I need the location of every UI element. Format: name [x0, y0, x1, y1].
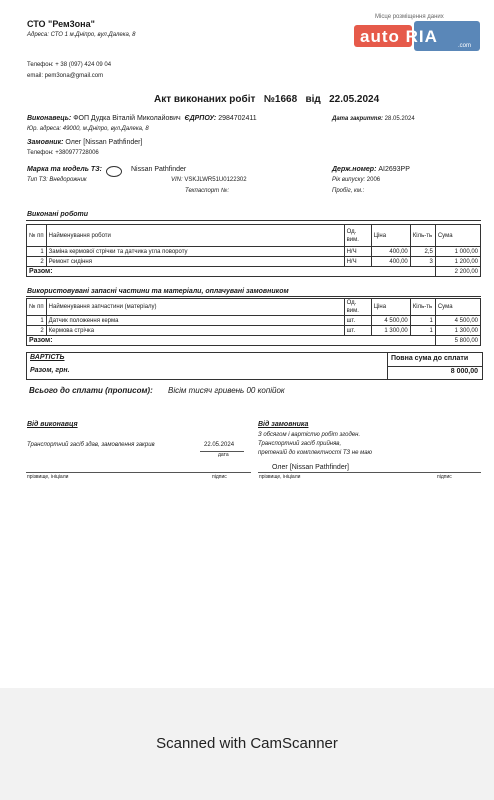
watermark-caption: Місце розміщення даних: [375, 14, 444, 20]
table-row: 2 Ремонт сидіння Н/Ч 400,00 3 1 200,00: [27, 257, 481, 267]
scanner-caption: Scanned with CamScanner: [156, 735, 338, 752]
table-row: 1 Заміна кермової стрічки та датчика угла повороту Н/Ч 400,00 2,5 1 000,00: [27, 247, 481, 257]
amount-in-words: Вісім тисяч гривень 00 копійок: [168, 386, 285, 395]
act-title: Акт виконаних робіт №1668 від 22.05.2024: [154, 94, 380, 105]
parts-header-n: № пп: [27, 299, 47, 316]
customer-line: Замовник: Олег [Nissan Pathfinder]: [27, 139, 143, 146]
works-header-sum: Сума: [435, 225, 480, 247]
customer-agreement-1: З обсягом і вартістю робіт згоден.: [258, 432, 361, 438]
parts-header-sum: Сума: [435, 299, 480, 316]
due-value: 8 000,00: [450, 368, 478, 375]
closed-date: Дата закриття: 28.05.2024: [332, 116, 415, 122]
parts-title: Використовувані запасні частини та матеріали, оплачувані замовником: [27, 288, 289, 295]
summary-box: [26, 352, 483, 380]
due-label: Повна сума до сплати: [391, 355, 469, 362]
works-header-n: № пп: [27, 225, 47, 247]
nissan-logo-icon: [106, 166, 122, 177]
parts-table: [26, 298, 481, 346]
parts-header-name: Найменування запчастини (матеріалу): [46, 299, 344, 316]
watermark-domain: .com: [458, 43, 472, 49]
vehicle-passport: Техпаспорт №:: [185, 188, 229, 194]
table-row: 2 Кермова стрічка шт. 1 300,00 1 1 300,00: [27, 326, 481, 336]
executor-line: Виконавець: ФОП Дудка Віталій Миколайович ЄДРПОУ: 2984702411: [27, 115, 257, 122]
customer-agreement-2: Транспортний засіб прийняв,: [258, 441, 342, 447]
autoria-logo: [354, 21, 480, 53]
vehicle-plate: Держ.номер: AI2693PP: [332, 166, 410, 173]
parts-header-price: Ціна: [371, 299, 410, 316]
customer-name-caption: прізвище, ініціали: [259, 474, 301, 480]
amount-in-words-label: Всього до сплати (прописом):: [29, 386, 153, 395]
customer-signature-name: Олег [Nissan Pathfinder]: [272, 464, 349, 471]
works-header-qty: Кіль-ть: [410, 225, 435, 247]
vehicle-make-value: Nissan Pathfinder: [131, 166, 187, 173]
executor-name-caption: прізвище, ініціали: [27, 474, 69, 480]
customer-sign-caption: підпис: [437, 474, 452, 480]
works-table: [26, 224, 481, 277]
vehicle-year: Рік випуску: 2006: [332, 177, 381, 183]
executor-sign-caption: підпис: [212, 474, 227, 480]
vehicle-mileage: Пробіг, км.:: [332, 188, 365, 194]
company-address: Адреса: СТО 1 м.Дніпро, вул.Далека, 8: [27, 32, 136, 38]
from-executor: Від виконавця: [27, 421, 78, 428]
works-header-unit: Од. вим.: [344, 225, 371, 247]
parts-header-unit: Од. вим.: [344, 299, 371, 316]
company-email: email: pem3ona@gmail.com: [27, 73, 104, 79]
cost-label: ВАРТІСТЬ: [30, 354, 65, 361]
works-total-row: Разом: 2 200,00: [27, 267, 481, 277]
company-name: СТО "Рем3она": [27, 19, 95, 29]
watermark-brand: auto RIA: [360, 27, 438, 46]
vehicle-handed-text: Транспортний засіб здав, замовлення закрив: [27, 442, 155, 448]
scanner-footer: [0, 688, 494, 800]
vehicle-type: Тип ТЗ: Внедорожник: [27, 177, 87, 183]
company-phone: Телефон: + 38 (097) 424 09 04: [27, 62, 112, 68]
vehicle-vin: VIN: VSKJLWR51U0122302: [171, 177, 247, 183]
vehicle-make: Марка та модель ТЗ:: [27, 166, 102, 173]
handover-date: 22.05.2024: [204, 442, 235, 448]
summary-total-label: Разом, грн.: [30, 367, 70, 374]
from-customer: Від замовника: [258, 421, 309, 428]
works-header-name: Найменування роботи: [46, 225, 344, 247]
parts-total-row: Разом: 5 800,00: [27, 336, 481, 346]
customer-phone: Телефон: +380977728006: [27, 150, 99, 156]
table-row: 1 Датчик положення керма шт. 4 500,00 1 4 500,00: [27, 316, 481, 326]
works-header-price: Ціна: [371, 225, 410, 247]
date-caption: дата: [218, 452, 229, 458]
works-title: Виконані роботи: [27, 211, 89, 218]
parts-header-qty: Кіль-ть: [410, 299, 435, 316]
customer-agreement-3: претензій до комплектності ТЗ не маю: [258, 450, 373, 456]
legal-address: Юр. адреса: 49000, м.Дніпро, вул.Далека, 8: [27, 126, 149, 132]
